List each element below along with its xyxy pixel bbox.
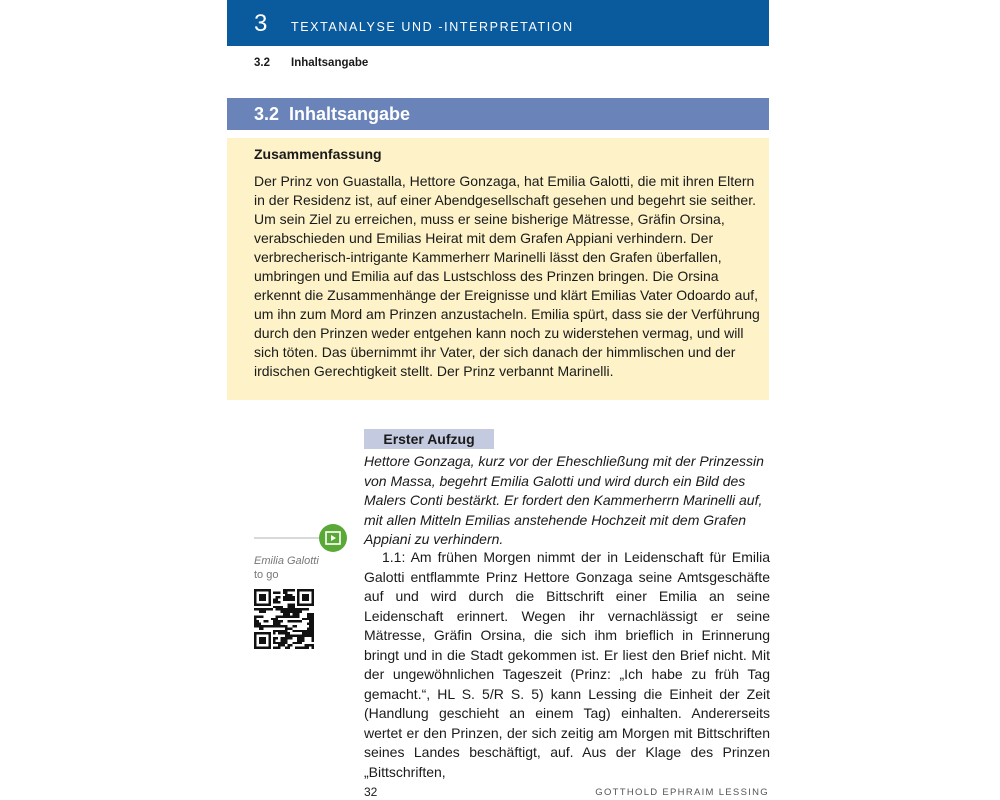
act-label: Erster Aufzug	[364, 429, 494, 449]
summary-text: Der Prinz von Guastalla, Hettore Gonzaga, hat Emilia Galotti, die mit ihren Eltern in der Residenz ist, auf einer Abendgesellschaft gesehen und begehrt sie seither. Um sein Ziel zu erreichen, muss er seine bisherige Mätresse, Gräfin Orsina, verabschieden und Emilias Heirat mit dem Grafen Appiani verhindern. Der verbrecherisch-intrigante Kammerherr Marinelli lässt den Grafen überfallen, umbringen und Emilia auf das Lustschloss des Prinzen bringen. Die Orsina erkennt die Zusammenhänge der Ereignisse und klärt Emilias Vater Odoardo auf, um ihn zum Mord am Prinzen anzustacheln. Emilia spürt, dass sie der Verführung durch den Prinzen weder entgehen kann noch zu widerstehen vermag, und will sich töten. Das übernimmt ihr Vater, der sich danach der himmlischen und der irdischen Gerechtigkeit stellt. Der Prinz verbannt Marinelli.	[254, 173, 760, 379]
summary-box	[227, 138, 769, 400]
margin-divider	[254, 537, 320, 539]
act-intro: Hettore Gonzaga, kurz vor der Eheschließung mit der Prinzessin von Massa, begehrt Emilia Galotti und wird durch ein Bild des Malers Conti bestärkt. Er fordert den Kammerherrn Marinelli auf, mit allen Mitteln Emilias anstehende Hochzeit mit dem Grafen Appiani zu verhindern.	[364, 453, 764, 547]
chapter-number: 3	[254, 10, 268, 37]
page-number: 32	[364, 785, 378, 799]
footer-author: GOTTHOLD EPHRAIM LESSING	[595, 787, 769, 798]
section-heading-bar	[227, 98, 769, 130]
section-title: Inhaltsangabe	[289, 104, 411, 124]
chapter-title: TEXTANALYSE UND -INTERPRETATION	[291, 20, 574, 34]
play-video-icon	[325, 531, 341, 545]
margin-subtitle: to go	[254, 569, 279, 581]
qr-code-icon[interactable]	[254, 589, 314, 649]
running-head	[254, 57, 368, 69]
act-body-text: 1.1: Am frühen Morgen nimmt der in Leidenschaft für Emilia Galotti entflammte Prinz Hettore Gonzaga seine Amtsgeschäfte auf und wird durch die Bittschrift einer Emilia an seine Leidenschaft erinnert. Wegen ihr vernachlässigt er seine Mätresse, Gräfin Orsina, die sich ihm brieflich in Erinnerung bringt und in die Stadt gekommen ist. Er liest den Brief nicht. Mit der ungewöhnlichen Tageszeit (Prinz: „Ich habe zu früh Tag gemacht.“, HL S. 5/R S. 5) kann Lessing die Einheit der Zeit (Handlung geschieht an einem Tag) einhalten. Andererseits wertet er den Prinzen, der sich zeitig am Morgen mit Bittschriften seines Landes beschäftigt, auf. Aus der Klage des Prinzen „Bittschriften,	[364, 549, 770, 780]
margin-title: Emilia Galotti	[254, 555, 319, 567]
chapter-header-bar	[227, 0, 769, 46]
running-head-title: Inhaltsangabe	[291, 57, 369, 69]
section-number: 3.2	[254, 104, 280, 124]
running-head-number: 3.2	[254, 57, 270, 69]
play-video-button[interactable]	[319, 524, 347, 552]
summary-heading: Zusammenfassung	[254, 146, 382, 162]
book-page	[227, 0, 769, 800]
